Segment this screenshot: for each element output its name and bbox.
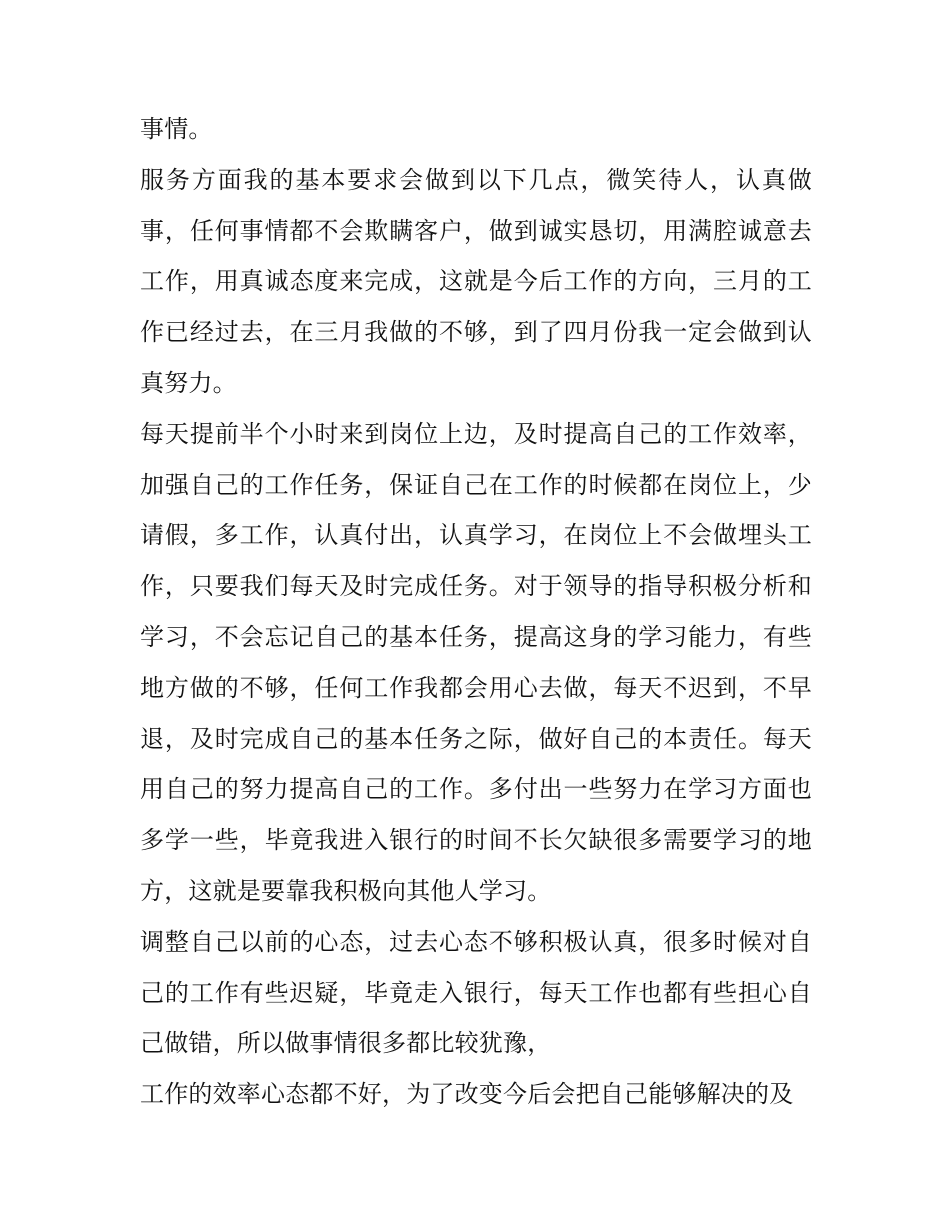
- document-body: [140, 104, 812, 1120]
- paragraph-1: 事情。: [140, 115, 213, 143]
- paragraph-5: 工作的效率心态都不好，为了改变今后会把自己能够解决的及: [140, 1080, 794, 1109]
- paragraph-4: 调整自己以前的心态，过去心态不够积极认真，很多时候对自己的工作有些迟疑，毕竟走入银行，每天工作也都有些担心自己做错，所以做事情很多都比较犹豫，: [140, 927, 812, 1058]
- paragraph-2: 服务方面我的基本要求会做到以下几点，微笑待人，认真做事，任何事情都不会欺瞒客户，做到诚实恳切，用满腔诚意去工作，用真诚态度来完成，这就是今后工作的方向，三月的工作已经过去，在三月我做的不够，到了四月份我一定会做到认真努力。: [140, 165, 812, 397]
- paragraph-3: 每天提前半个小时来到岗位上边，及时提高自己的工作效率，加强自己的工作任务，保证自己在工作的时候都在岗位上，少请假，多工作，认真付出，认真学习，在岗位上不会做埋头工作，只要我们每天及时完成任务。对于领导的指导积极分析和学习，不会忘记自己的基本任务，提高这身的学习能力，有些地方做的不够，任何工作我都会用心去做，每天不迟到，不早退，及时完成自己的基本任务之际，做好自己的本责任。每天用自己的努力提高自己的工作。多付出一些努力在学习方面也多学一些，毕竟我进入银行的时间不长欠缺很多需要学习的地方，这就是要靠我积极向其他人学习。: [140, 419, 812, 905]
